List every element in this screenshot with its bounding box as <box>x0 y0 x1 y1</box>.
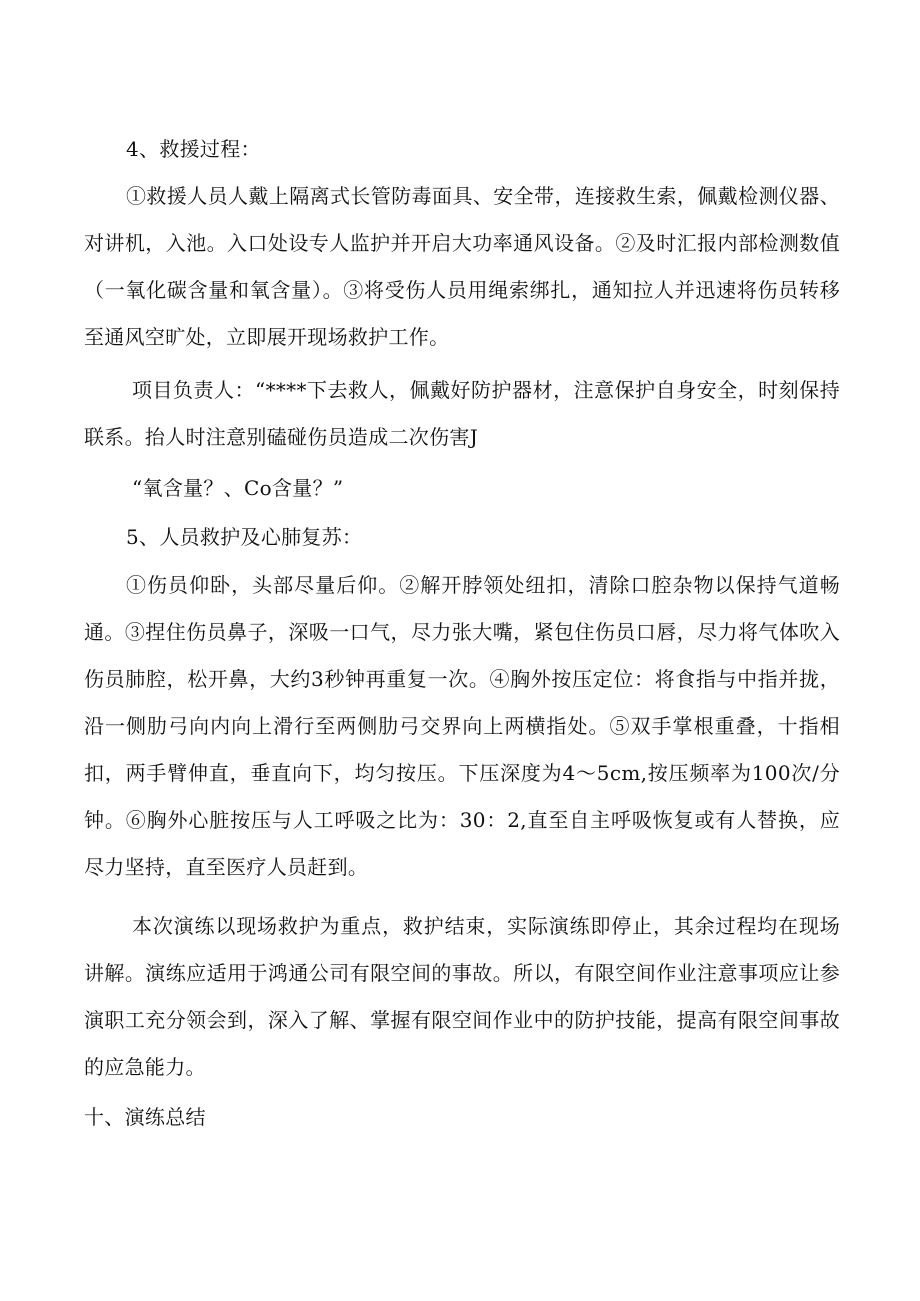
paragraph-gas-content-quote: “氧含量？、Co含量？” <box>132 476 344 500</box>
section-heading-cpr: 5、人员救护及心肺复苏： <box>126 525 363 549</box>
paragraph-drill-summary: 本次演练以现场救护为重点，救护结束，实际演练即停止，其余过程均在现场讲解。演练应适用于鸿通公司有限空间的事故。所以，有限空间作业注意事项应让参演职工充分领会到，深入了解、掌握有限空间作业中的防护技能，提高有限空间事故的应急能力。 <box>84 914 840 1079</box>
paragraph-project-leader-quote: 项目负责人：“****下去救人，佩戴好防护器材，注意保护自身安全，时刻保持联系。抬人时注意别磕碰伤员造成二次伤害J <box>84 378 840 449</box>
section-heading-rescue-process: 4、救援过程： <box>126 137 261 161</box>
paragraph-rescue-steps: ①救援人员人戴上隔离式长管防毒面具、安全带，连接救生索，佩戴检测仪器、对讲机，入池。入口处设专人监护并开启大功率通风设备。②及时汇报内部检测数值（一氧化碳含量和氧含量）。③将受伤人员用绳索绑扎，通知拉人并迅速将伤员转移至通风空旷处，立即展开现场救护工作。 <box>84 184 840 349</box>
section-heading-drill-conclusion: 十、演练总结 <box>84 1105 206 1129</box>
paragraph-cpr-steps: ①伤员仰卧，头部尽量后仰。②解开脖领处纽扣，清除口腔杂物以保持气道畅通。③捏住伤员鼻子，深吸一口气，尽力张大嘴，紧包住伤员口唇，尽力将气体吹入伤员肺腔，松开鼻，大约3秒钟再重复一次。④胸外按压定位：将食指与中指并拢，沿一侧肋弓向内向上滑行至两侧肋弓交界向上两横指处。⑤双手掌根重叠，十指相扣，两手臂伸直，垂直向下，均匀按压。下压深度为4～5cm,按压频率为100次/分钟。⑥胸外心脏按压与人工呼吸之比为：30：2,直至自主呼吸恢复或有人替换，应尽力坚持，直至医疗人员赶到。 <box>84 573 840 879</box>
